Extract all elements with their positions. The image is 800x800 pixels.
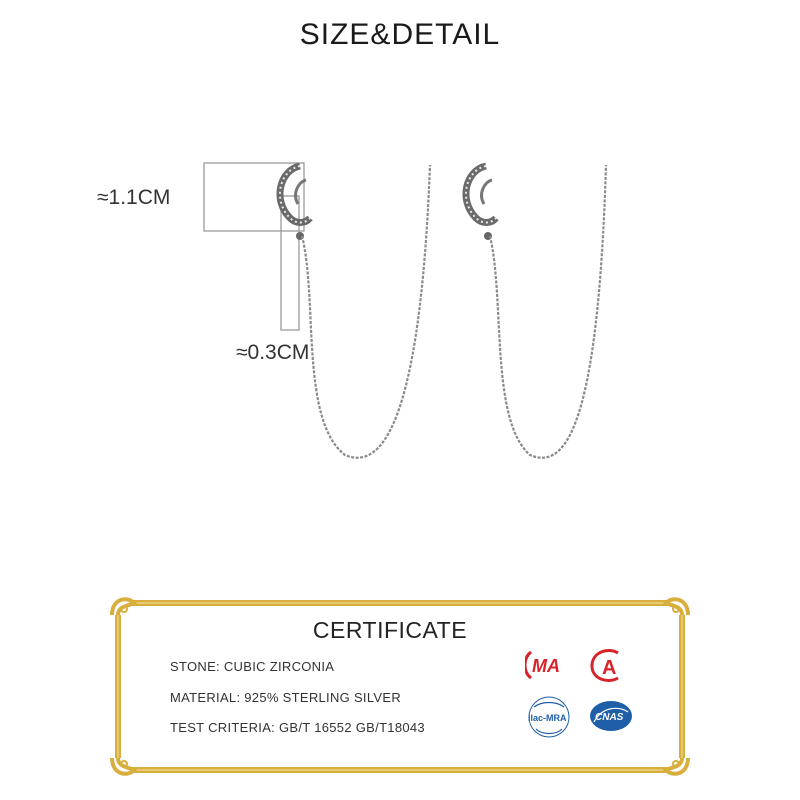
svg-text:CNAS: CNAS xyxy=(595,712,624,723)
ilac-mra-logo-icon xyxy=(524,695,574,739)
svg-text:A: A xyxy=(602,657,617,679)
cnas-logo-icon xyxy=(588,698,634,734)
certificate-title: CERTIFICATE xyxy=(312,617,468,643)
svg-text:ilac-MRA: ilac-MRA xyxy=(528,713,567,723)
cma-logo-icon xyxy=(525,648,577,682)
width-dimension-label: ≈0.3CM xyxy=(236,341,310,364)
page-title: SIZE&DETAIL xyxy=(299,18,501,51)
cal-logo-icon xyxy=(588,648,634,684)
left-earring-image xyxy=(280,165,430,458)
certificate-material-line: MATERIAL: 925% STERLING SILVER xyxy=(170,690,402,705)
right-earring-image xyxy=(466,165,606,458)
svg-text:MA: MA xyxy=(532,656,560,676)
certificate-stone-line: STONE: CUBIC ZIRCONIA xyxy=(170,659,335,674)
certificate-test-criteria-line: TEST CRITERIA: GB/T 16552 GB/T18043 xyxy=(170,720,425,735)
height-dimension-label: ≈1.1CM xyxy=(97,186,171,209)
